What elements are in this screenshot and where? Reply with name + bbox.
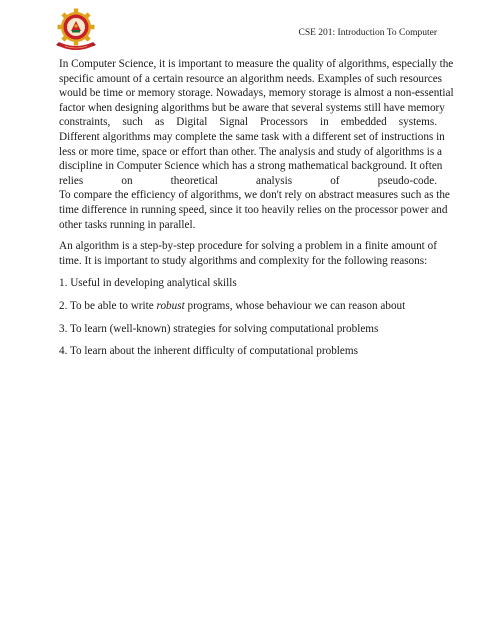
university-crest-icon xyxy=(55,6,97,52)
paragraph-line: To compare the efficiency of algorithms, we don't rely on abstract measures such as the xyxy=(59,189,450,202)
paragraph-line: discipline in Computer Science which has a strong mathematical background. It often xyxy=(59,160,443,173)
paragraph-line: constraints, such as Digital Signal Processors in embedded systems. xyxy=(59,116,437,129)
list-item: 1. Useful in developing analytical skills xyxy=(59,277,237,290)
emphasized-word: robust xyxy=(156,299,185,312)
paragraph-line: less or more time, space or effort than other. The analysis and study of algorithms is a xyxy=(59,145,442,158)
paragraph-line: other tasks running in parallel. xyxy=(59,218,196,231)
paragraph-line: Different algorithms may complete the same task with a different set of instructions in xyxy=(59,130,445,143)
paragraph-line: specific amount of a certain resource an algorithm needs. Examples of such resources xyxy=(59,72,443,85)
paragraph-algorithm-quality xyxy=(59,57,454,232)
paragraph-line: would be time or memory storage. Nowadays, memory storage is almost a non-essential xyxy=(59,87,454,100)
reasons-list xyxy=(59,276,437,358)
document-body xyxy=(59,57,454,359)
list-item: 3. To learn (well-known) strategies for solving computational problems xyxy=(59,322,379,335)
list-item: 4. To learn about the inherent difficulty of computational problems xyxy=(59,345,358,358)
paragraph-line: factor when designing algorithms but be aware that several systems still have memory xyxy=(59,101,445,114)
paragraph-algorithm-definition: An algorithm is a step-by-step procedure for solving a problem in a finite amount of time. It is important to study algorithms and complexity for the following reasons: xyxy=(59,240,437,267)
paragraph-line: In Computer Science, it is important to measure the quality of algorithms, especially the xyxy=(59,58,454,70)
list-item: 2. To be able to write robust programs, whose behaviour we can reason about xyxy=(59,299,406,312)
paragraph-line: relies on theoretical analysis of pseudo-code. xyxy=(59,174,437,187)
course-title: CSE 201: Introduction To Computer xyxy=(298,28,437,38)
paragraph-line: time difference in running speed, since it too heavily relies on the processor power and xyxy=(59,203,448,216)
